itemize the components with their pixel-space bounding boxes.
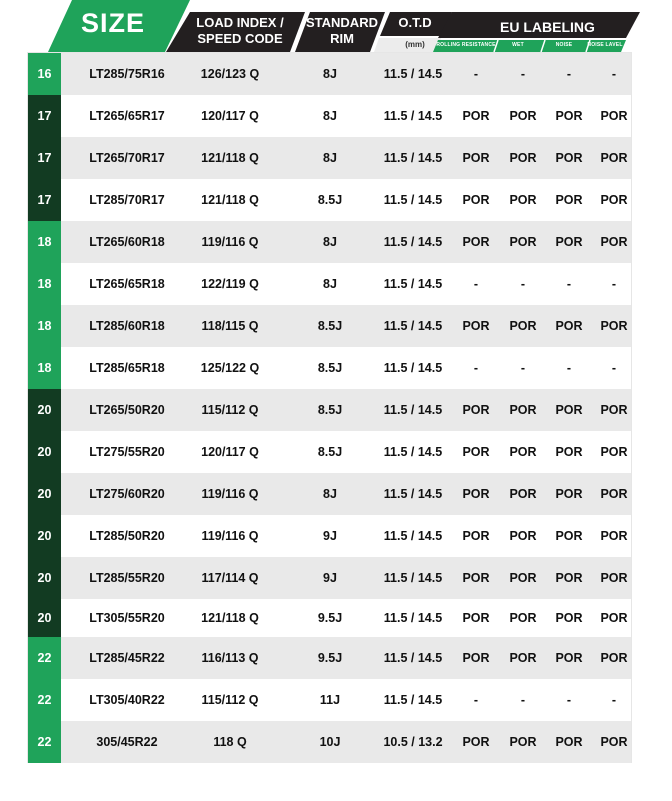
rim-diameter-cell: 17 — [28, 179, 61, 221]
table-header — [0, 0, 672, 55]
noise-level-cell: POR — [600, 403, 628, 417]
size-cell: LT305/40R22 — [89, 693, 165, 707]
table-row — [28, 515, 631, 557]
load-index-header-text: LOAD INDEX / SPEED CODE — [196, 15, 284, 46]
size-cell: LT285/60R18 — [89, 319, 165, 333]
tire-size-table — [27, 52, 632, 763]
otd-cell: 11.5 / 14.5 — [383, 319, 443, 333]
std-rim-cell: 8.5J — [317, 403, 343, 417]
rim-diameter-cell: 22 — [28, 721, 61, 763]
rim-diameter-cell: 20 — [28, 431, 61, 473]
noise-level-cell: POR — [600, 735, 628, 749]
load-cell: 120/117 Q — [201, 109, 259, 123]
rolling-resistance-cell: POR — [462, 651, 490, 665]
rolling-resistance-cell: POR — [462, 611, 490, 625]
load-index-header-label — [190, 15, 290, 47]
std-rim-cell: 9.5J — [317, 611, 343, 625]
std-rim-cell: 8.5J — [317, 193, 343, 207]
rim-diameter-cell: 18 — [28, 305, 61, 347]
noise-level-cell: - — [611, 361, 617, 375]
rolling-resistance-cell: - — [473, 361, 479, 375]
size-cell: LT265/70R17 — [89, 151, 165, 165]
noise-level-cell: POR — [600, 151, 628, 165]
size-cell: LT275/60R20 — [89, 487, 165, 501]
rim-diameter-cell: 16 — [28, 53, 61, 95]
table-row — [28, 721, 631, 763]
size-cell: LT285/45R22 — [89, 651, 165, 665]
size-cell: 305/45R22 — [96, 735, 158, 749]
rolling-resistance-cell: - — [473, 277, 479, 291]
rim-diameter-cell: 22 — [28, 637, 61, 679]
otd-cell: 11.5 / 14.5 — [383, 361, 443, 375]
table-row — [28, 431, 631, 473]
noise-cell: - — [566, 277, 572, 291]
load-cell: 119/116 Q — [201, 235, 259, 249]
table-row — [28, 637, 631, 679]
table-row — [28, 347, 631, 389]
table-row — [28, 599, 631, 637]
std-rim-cell: 11J — [319, 693, 341, 707]
noise-level-cell: POR — [600, 319, 628, 333]
noise-level-cell: POR — [600, 571, 628, 585]
otd-unit-label: (mm) — [405, 40, 425, 49]
standard-rim-header-label — [300, 15, 384, 47]
otd-cell: 11.5 / 14.5 — [383, 193, 443, 207]
table-row — [28, 557, 631, 599]
noise-cell: - — [566, 361, 572, 375]
eu-sub-noise-level: NOISE LAVEL — [587, 42, 623, 48]
load-cell: 117/114 Q — [201, 571, 259, 585]
eu-sub-rolling-resistance: ROLLING RESISTANCE — [436, 42, 496, 48]
wet-grip-cell: - — [520, 693, 526, 707]
size-header-label: SIZE — [80, 8, 145, 38]
std-rim-cell: 8J — [323, 235, 337, 249]
table-row — [28, 221, 631, 263]
wet-grip-cell: - — [520, 277, 526, 291]
wet-grip-cell: POR — [509, 235, 537, 249]
noise-cell: POR — [555, 403, 583, 417]
size-cell: LT275/55R20 — [89, 445, 165, 459]
wet-grip-cell: POR — [509, 651, 537, 665]
load-cell: 116/113 Q — [201, 651, 259, 665]
load-cell: 119/116 Q — [201, 529, 259, 543]
noise-level-cell: POR — [600, 235, 628, 249]
rim-diameter-cell: 20 — [28, 557, 61, 599]
rim-diameter-cell: 18 — [28, 221, 61, 263]
load-cell: 115/112 Q — [201, 693, 259, 707]
rim-diameter-cell: 20 — [28, 473, 61, 515]
otd-cell: 11.5 / 14.5 — [383, 487, 443, 501]
rim-diameter-cell: 20 — [28, 515, 61, 557]
table-row — [28, 263, 631, 305]
rolling-resistance-cell: POR — [462, 735, 490, 749]
load-cell: 121/118 Q — [201, 611, 259, 625]
wet-grip-cell: - — [520, 67, 526, 81]
std-rim-cell: 8.5J — [317, 361, 343, 375]
eu-sub-wet: WET — [512, 42, 524, 48]
std-rim-cell: 8.5J — [317, 319, 343, 333]
rim-diameter-cell: 17 — [28, 95, 61, 137]
rim-diameter-cell: 20 — [28, 599, 61, 637]
noise-cell: POR — [555, 445, 583, 459]
rolling-resistance-cell: POR — [462, 151, 490, 165]
noise-level-cell: POR — [600, 445, 628, 459]
wet-grip-cell: POR — [509, 151, 537, 165]
rim-diameter-cell: 17 — [28, 137, 61, 179]
rolling-resistance-cell: POR — [462, 109, 490, 123]
noise-cell: POR — [555, 193, 583, 207]
otd-cell: 11.5 / 14.5 — [383, 403, 443, 417]
wet-grip-cell: POR — [509, 319, 537, 333]
std-rim-cell: 8J — [323, 67, 337, 81]
size-cell: LT265/65R18 — [89, 277, 165, 291]
noise-cell: - — [566, 67, 572, 81]
noise-cell: POR — [555, 235, 583, 249]
noise-cell: - — [566, 693, 572, 707]
load-cell: 115/112 Q — [201, 403, 259, 417]
rolling-resistance-cell: - — [473, 67, 479, 81]
rim-diameter-cell: 18 — [28, 263, 61, 305]
otd-cell: 11.5 / 14.5 — [383, 693, 443, 707]
table-row — [28, 473, 631, 515]
otd-header-label: O.T.D — [398, 15, 432, 30]
size-cell: LT265/60R18 — [89, 235, 165, 249]
noise-level-cell: POR — [600, 651, 628, 665]
wet-grip-cell: POR — [509, 109, 537, 123]
wet-grip-cell: POR — [509, 611, 537, 625]
table-row — [28, 95, 631, 137]
noise-level-cell: - — [611, 67, 617, 81]
noise-cell: POR — [555, 151, 583, 165]
noise-level-cell: - — [611, 277, 617, 291]
std-rim-cell: 9J — [323, 571, 337, 585]
std-rim-cell: 8J — [323, 151, 337, 165]
rolling-resistance-cell: POR — [462, 235, 490, 249]
eu-labeling-header-label: EU LABELING — [500, 19, 595, 35]
std-rim-cell: 10J — [319, 735, 341, 749]
load-cell: 120/117 Q — [201, 445, 259, 459]
wet-grip-cell: POR — [509, 445, 537, 459]
size-cell: LT285/70R17 — [89, 193, 165, 207]
noise-cell: POR — [555, 571, 583, 585]
std-rim-cell: 8J — [323, 109, 337, 123]
table-row — [28, 53, 631, 95]
otd-cell: 10.5 / 13.2 — [383, 735, 443, 749]
noise-level-cell: POR — [600, 611, 628, 625]
wet-grip-cell: - — [520, 361, 526, 375]
noise-cell: POR — [555, 319, 583, 333]
load-cell: 121/118 Q — [201, 193, 259, 207]
wet-grip-cell: POR — [509, 403, 537, 417]
size-cell: LT285/65R18 — [89, 361, 165, 375]
rim-diameter-cell: 20 — [28, 389, 61, 431]
otd-cell: 11.5 / 14.5 — [383, 445, 443, 459]
otd-cell: 11.5 / 14.5 — [383, 151, 443, 165]
load-cell: 122/119 Q — [201, 277, 259, 291]
noise-level-cell: POR — [600, 109, 628, 123]
size-cell: LT305/55R20 — [89, 611, 165, 625]
rim-diameter-cell: 18 — [28, 347, 61, 389]
otd-cell: 11.5 / 14.5 — [383, 529, 443, 543]
table-row — [28, 305, 631, 347]
std-rim-cell: 8.5J — [317, 445, 343, 459]
wet-grip-cell: POR — [509, 571, 537, 585]
noise-cell: POR — [555, 109, 583, 123]
otd-cell: 11.5 / 14.5 — [383, 235, 443, 249]
noise-cell: POR — [555, 529, 583, 543]
table-row — [28, 679, 631, 721]
table-row — [28, 137, 631, 179]
wet-grip-cell: POR — [509, 487, 537, 501]
wet-grip-cell: POR — [509, 529, 537, 543]
rolling-resistance-cell: POR — [462, 193, 490, 207]
std-rim-cell: 8J — [323, 277, 337, 291]
wet-grip-cell: POR — [509, 735, 537, 749]
otd-cell: 11.5 / 14.5 — [383, 651, 443, 665]
noise-level-cell: - — [611, 693, 617, 707]
noise-level-cell: POR — [600, 529, 628, 543]
rim-diameter-cell: 22 — [28, 679, 61, 721]
rolling-resistance-cell: POR — [462, 571, 490, 585]
rolling-resistance-cell: POR — [462, 487, 490, 501]
noise-cell: POR — [555, 487, 583, 501]
std-rim-cell: 8J — [323, 487, 337, 501]
noise-cell: POR — [555, 611, 583, 625]
otd-cell: 11.5 / 14.5 — [383, 611, 443, 625]
noise-cell: POR — [555, 735, 583, 749]
noise-level-cell: POR — [600, 487, 628, 501]
otd-cell: 11.5 / 14.5 — [383, 109, 443, 123]
noise-cell: POR — [555, 651, 583, 665]
load-cell: 119/116 Q — [201, 487, 259, 501]
rolling-resistance-cell: POR — [462, 445, 490, 459]
size-cell: LT285/55R20 — [89, 571, 165, 585]
eu-sub-noise: NOISE — [555, 42, 573, 48]
table-row — [28, 179, 631, 221]
load-cell: 118/115 Q — [201, 319, 259, 333]
size-cell: LT265/50R20 — [89, 403, 165, 417]
otd-cell: 11.5 / 14.5 — [383, 277, 443, 291]
load-cell: 121/118 Q — [201, 151, 259, 165]
rolling-resistance-cell: - — [473, 693, 479, 707]
size-cell: LT285/75R16 — [89, 67, 165, 81]
rolling-resistance-cell: POR — [462, 529, 490, 543]
size-cell: LT285/50R20 — [89, 529, 165, 543]
otd-cell: 11.5 / 14.5 — [383, 67, 443, 81]
standard-rim-header-text: STANDARD RIM — [306, 15, 378, 46]
rolling-resistance-cell: POR — [462, 319, 490, 333]
load-cell: 118 Q — [213, 735, 247, 749]
rolling-resistance-cell: POR — [462, 403, 490, 417]
std-rim-cell: 9.5J — [317, 651, 343, 665]
load-cell: 125/122 Q — [200, 361, 260, 375]
table-row — [28, 389, 631, 431]
noise-level-cell: POR — [600, 193, 628, 207]
size-cell: LT265/65R17 — [89, 109, 165, 123]
load-cell: 126/123 Q — [200, 67, 260, 81]
otd-cell: 11.5 / 14.5 — [383, 571, 443, 585]
std-rim-cell: 9J — [323, 529, 337, 543]
wet-grip-cell: POR — [509, 193, 537, 207]
